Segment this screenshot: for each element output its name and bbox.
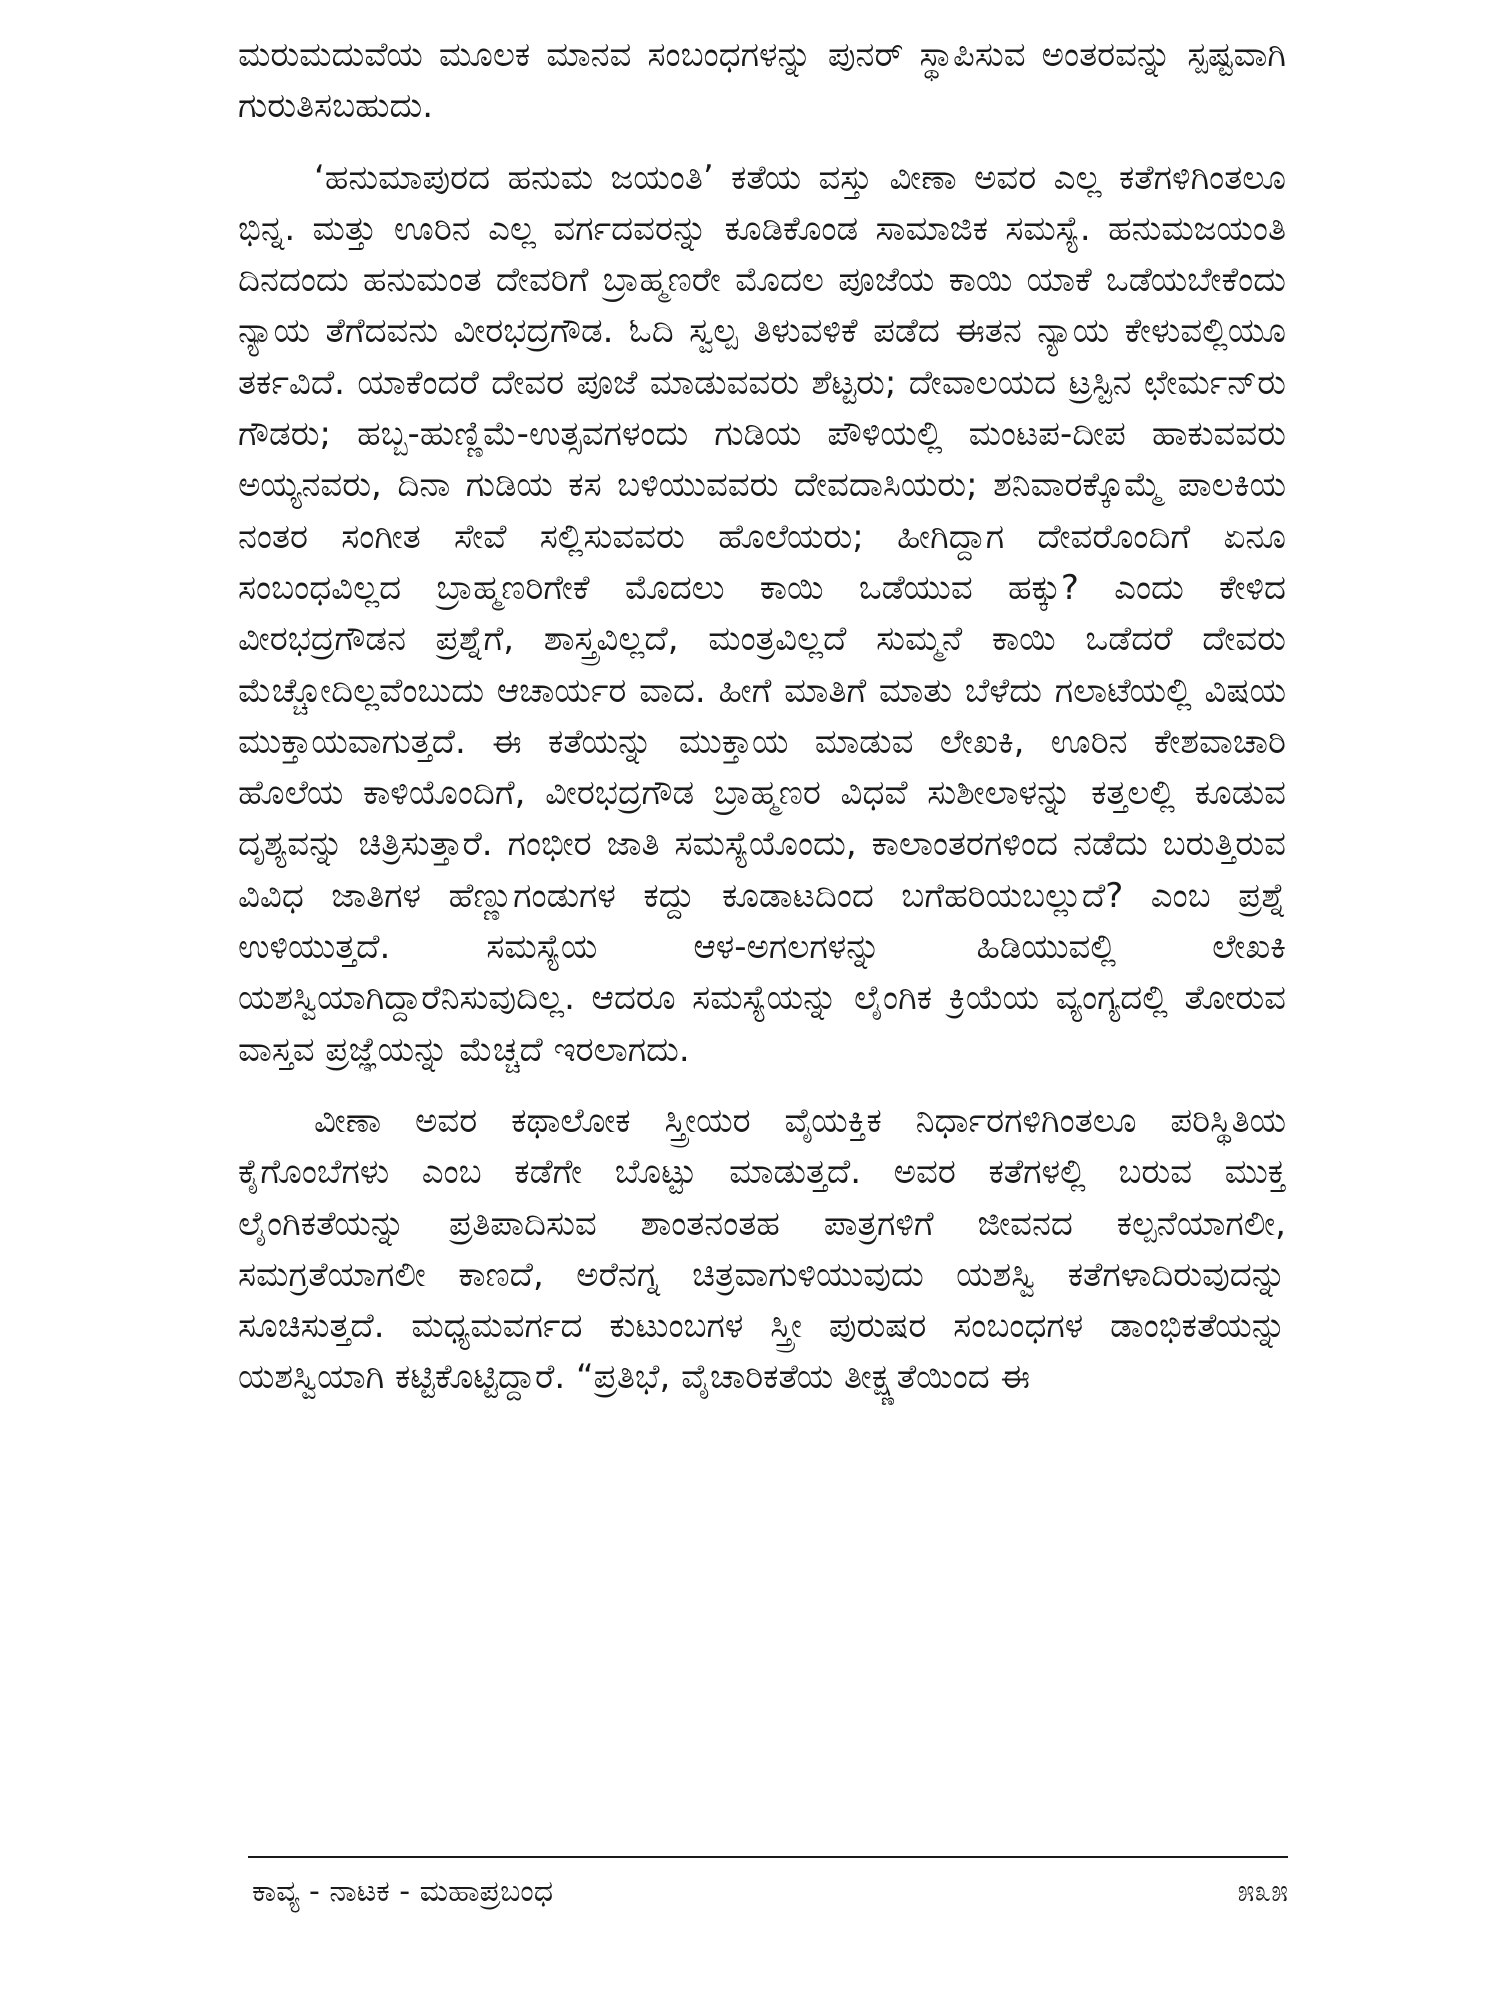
footer-divider <box>248 1856 1288 1858</box>
footer-title: ಕಾವ್ಯ - ನಾಟಕ - ಮಹಾಪ್ರಬಂಧ <box>252 1874 554 1909</box>
page-number: ೫೩೫ <box>1237 1874 1288 1909</box>
body-text <box>238 30 1286 1404</box>
paragraph-veena-stories: ವೀಣಾ ಅವರ ಕಥಾಲೋಕ ಸ್ತ್ರೀಯರ ವೈಯಕ್ತಿಕ ನಿರ್ಧಾರಗಳಿಗಿಂತಲೂ ಪರಿಸ್ಥಿತಿಯ ಕೈಗೊಂಬೆಗಳು ಎಂಬ ಕಡೆಗೇ ಬೊಟ್ಟು ಮಾಡುತ್ತದೆ. ಅವರ ಕತೆಗಳಲ್ಲಿ ಬರುವ ಮುಕ್ತ ಲೈಂಗಿಕತೆಯನ್ನು ಪ್ರತಿಪಾದಿಸುವ ಶಾಂತನಂತಹ ಪಾತ್ರಗಳಿಗೆ ಜೀವನದ ಕಲ್ಪನೆಯಾಗಲೀ, ಸಮಗ್ರತೆಯಾಗಲೀ ಕಾಣದೆ, ಅರೆನಗ್ನ ಚಿತ್ರವಾಗುಳಿಯುವುದು ಯಶಸ್ವಿ ಕತೆಗಳಾದಿರುವುದನ್ನು ಸೂಚಿಸುತ್ತದೆ. ಮಧ್ಯಮವರ್ಗದ ಕುಟುಂಬಗಳ ಸ್ತ್ರೀ ಪುರುಷರ ಸಂಬಂಧಗಳ ಡಾಂಭಿಕತೆಯನ್ನು ಯಶಸ್ವಿಯಾಗಿ ಕಟ್ಟಿಕೊಟ್ಟಿದ್ದಾರೆ. “ಪ್ರತಿಭೆ, ವೈಚಾರಿಕತೆಯ ತೀಕ್ಷ್ಣತೆಯಿಂದ ಈ <box>238 1100 1286 1398</box>
paragraph-hanumapura-story: ‘ಹನುಮಾಪುರದ ಹನುಮ ಜಯಂತಿ’ ಕತೆಯ ವಸ್ತು ವೀಣಾ ಅವರ ಎಲ್ಲ ಕತೆಗಳಿಗಿಂತಲೂ ಭಿನ್ನ. ಮತ್ತು ಊರಿನ ಎಲ್ಲ ವರ್ಗದವರನ್ನು ಕೂಡಿಕೊಂಡ ಸಾಮಾಜಿಕ ಸಮಸ್ಯೆ. ಹನುಮಜಯಂತಿ ದಿನದಂದು ಹನುಮಂತ ದೇವರಿಗೆ ಬ್ರಾಹ್ಮಣರೇ ಮೊದಲ ಪೂಜೆಯ ಕಾಯಿ ಯಾಕೆ ಒಡೆಯಬೇಕೆಂದು ನ್ಯಾಯ ತೆಗೆದವನು ವೀರಭದ್ರಗೌಡ. ಓದಿ ಸ್ವಲ್ಪ ತಿಳುವಳಿಕೆ ಪಡೆದ ಈತನ ನ್ಯಾಯ ಕೇಳುವಲ್ಲಿಯೂ ತರ್ಕವಿದೆ. ಯಾಕೆಂದರೆ ದೇವರ ಪೂಜೆ ಮಾಡುವವರು ಶೆಟ್ಟರು; ದೇವಾಲಯದ ಟ್ರಸ್ಟಿನ ಛೇರ್ಮನ್‌ರು ಗೌಡರು; ಹಬ್ಬ-ಹುಣ್ಣಿಮೆ-ಉತ್ಸವಗಳಂದು ಗುಡಿಯ ಪೌಳಿಯಲ್ಲಿ ಮಂಟಪ-ದೀಪ ಹಾಕುವವರು ಅಯ್ಯನವರು, ದಿನಾ ಗುಡಿಯ ಕಸ ಬಳಿಯುವವರು ದೇವದಾಸಿಯರು; ಶನಿವಾರಕ್ಕೊಮ್ಮೆ ಪಾಲಕಿಯ ನಂತರ ಸಂಗೀತ ಸೇವೆ ಸಲ್ಲಿಸುವವರು ಹೊಲೆಯರು; ಹೀಗಿದ್ದಾಗ ದೇವರೊಂದಿಗೆ ಏನೂ ಸಂಬಂಧವಿಲ್ಲದ ಬ್ರಾಹ್ಮಣರಿಗೇಕೆ ಮೊದಲು ಕಾಯಿ ಒಡೆಯುವ ಹಕ್ಕು? ಎಂದು ಕೇಳಿದ ವೀರಭದ್ರಗೌಡನ ಪ್ರಶ್ನೆಗೆ, ಶಾಸ್ತ್ರವಿಲ್ಲದೆ, ಮಂತ್ರವಿಲ್ಲದೆ ಸುಮ್ಮನೆ ಕಾಯಿ ಒಡೆದರೆ ದೇವರು ಮೆಚ್ಚೋದಿಲ್ಲವೆಂಬುದು ಆಚಾರ್ಯರ ವಾದ. ಹೀಗೆ ಮಾತಿಗೆ ಮಾತು ಬೆಳೆದು ಗಲಾಟೆಯಲ್ಲಿ ವಿಷಯ ಮುಕ್ತಾಯವಾಗುತ್ತದೆ. ಈ ಕತೆಯನ್ನು ಮುಕ್ತಾಯ ಮಾಡುವ ಲೇಖಕಿ, ಊರಿನ ಕೇಶವಾಚಾರಿ ಹೊಲೆಯ ಕಾಳಿಯೊಂದಿಗೆ, ವೀರಭದ್ರಗೌಡ ಬ್ರಾಹ್ಮಣರ ವಿಧವೆ ಸುಶೀಲಾಳನ್ನು ಕತ್ತಲಲ್ಲಿ ಕೂಡುವ ದೃಶ್ಯವನ್ನು ಚಿತ್ರಿಸುತ್ತಾರೆ. ಗಂಭೀರ ಜಾತಿ ಸಮಸ್ಯೆಯೊಂದು, ಕಾಲಾಂತರಗಳಿಂದ ನಡೆದು ಬರುತ್ತಿರುವ ವಿವಿಧ ಜಾತಿಗಳ ಹೆಣ್ಣುಗಂಡುಗಳ ಕದ್ದು ಕೂಡಾಟದಿಂದ ಬಗೆಹರಿಯಬಲ್ಲುದೆ? ಎಂಬ ಪ್ರಶ್ನೆ ಉಳಿಯುತ್ತದೆ. ಸಮಸ್ಯೆಯ ಆಳ-ಅಗಲಗಳನ್ನು ಹಿಡಿಯುವಲ್ಲಿ ಲೇಖಕಿ ಯಶಸ್ವಿಯಾಗಿದ್ದಾರೆನಿಸುವುದಿಲ್ಲ. ಆದರೂ ಸಮಸ್ಯೆಯನ್ನು ಲೈಂಗಿಕ ಕ್ರಿಯೆಯ ವ್ಯಂಗ್ಯದಲ್ಲಿ ತೋರುವ ವಾಸ್ತವ ಪ್ರಜ್ಞೆಯನ್ನು ಮೆಚ್ಚದೆ ಇರಲಾಗದು. <box>238 157 1286 1070</box>
paragraph-continuation: ಮರುಮದುವೆಯ ಮೂಲಕ ಮಾನವ ಸಂಬಂಧಗಳನ್ನು ಪುನರ್ ಸ್ಥಾಪಿಸುವ ಅಂತರವನ್ನು ಸ್ಪಷ್ಟವಾಗಿ ಗುರುತಿಸಬಹುದು. <box>238 35 1286 127</box>
